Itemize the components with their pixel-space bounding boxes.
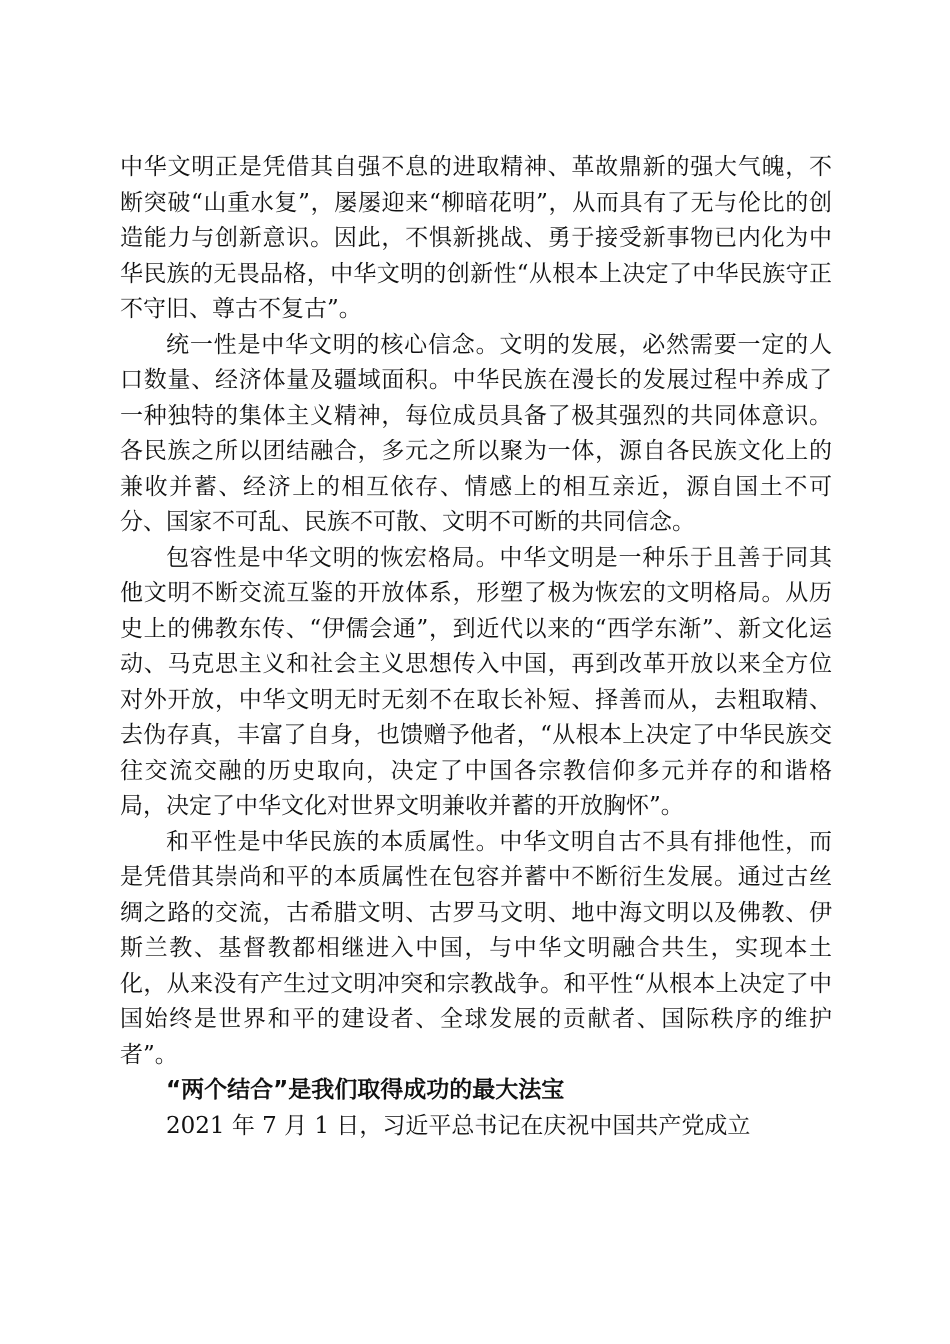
paragraph-innovation-continued: 中华文明正是凭借其自强不息的进取精神、革故鼎新的强大气魄，不断突破“山重水复”，屡屡迎来“柳暗花明”，从而具有了无与伦比的创造能力与创新意识。因此，不惧新挑战、勇于接受新事物已内化为中华民族的无畏品格，中华文明的创新性“从根本上决定了中华民族守正不守旧、尊古不复古”。 xyxy=(120,154,832,322)
paragraph-inclusiveness: 包容性是中华文明的恢宏格局。中华文明是一种乐于且善于同其他文明不断交流互鉴的开放体系，形塑了极为恢宏的文明格局。从历史上的佛教东传、“伊儒会通”，到近代以来的“西学东渐”、新文化运动、马克思主义和社会主义思想传入中国，再到改革开放以来全方位对外开放，中华文明无时无刻不在取长补短、择善而从，去粗取精、去伪存真，丰富了自身，也馈赠予他者，“从根本上决定了中华民族交往交流交融的历史取向，决定了中国各宗教信仰多元并存的和谐格局，决定了中华文化对世界文明兼收并蓄的开放胸怀”。 xyxy=(120,544,832,819)
paragraph-unity: 统一性是中华文明的核心信念。文明的发展，必然需要一定的人口数量、经济体量及疆域面积。中华民族在漫长的发展过程中养成了一种独特的集体主义精神，每位成员具备了极其强烈的共同体意识。各民族之所以团结融合，多元之所以聚为一体，源自各民族文化上的兼收并蓄、经济上的相互依存、情感上的相互亲近，源自国土不可分、国家不可乱、民族不可散、文明不可断的共同信念。 xyxy=(120,331,832,535)
document-body xyxy=(120,150,832,1144)
paragraph-two-combinations: 2021 年 7 月 1 日，习近平总书记在庆祝中国共产党成立 xyxy=(166,1112,751,1139)
paragraph-peacefulness: 和平性是中华民族的本质属性。中华文明自古不具有排他性，而是凭借其崇尚和平的本质属性在包容并蓄中不断衍生发展。通过古丝绸之路的交流，古希腊文明、古罗马文明、地中海文明以及佛教、伊斯兰教、基督教都相继进入中国，与中华文明融合共生，实现本土化，从来没有产生过文明冲突和宗教战争。和平性“从根本上决定了中国始终是世界和平的建设者、全球发展的贡献者、国际秩序的维护者”。 xyxy=(120,828,832,1068)
section-heading: “两个结合”是我们取得成功的最大法宝 xyxy=(166,1077,565,1103)
